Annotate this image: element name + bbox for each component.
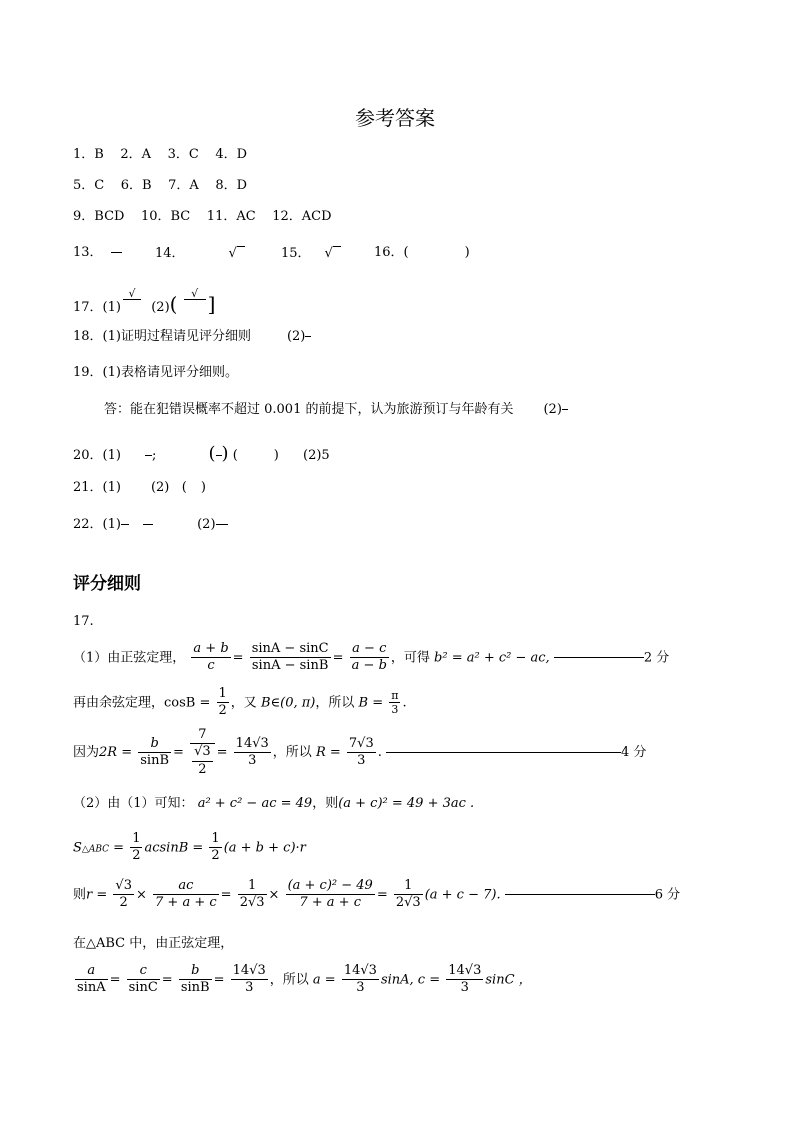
fraction-bar: [111, 252, 122, 253]
answer-14: 14． √: [155, 246, 245, 261]
page-title: 参考答案: [355, 106, 435, 130]
step-3-line: 因为2R = $\frac{b}{\sin B}$ = $\frac{7}{\frac{√3}{2}}$ = $\frac{14√3}{3}$ ，所以 R = $\frac{7√3}{3}$ . 4 分: [73, 727, 647, 777]
answer-6: 6．B: [120, 178, 152, 193]
answer-8: 8．D: [215, 178, 248, 193]
answer-1: 1．B: [73, 147, 104, 162]
answer-10: 10．BC: [140, 209, 191, 224]
sqrt-symbol: √: [228, 246, 237, 261]
step-1-line: （1）由正弦定理， $\frac{a + b}{c}$ = $\frac{\sin A - \sin C}{\sin A - \sin B}$ = $\frac{a - c}{a - b}$ ，可得 b² = a² + c² − ac, 2 分: [73, 641, 670, 674]
problem-number: 17.: [73, 614, 94, 629]
answer-15: 15． √: [281, 246, 341, 261]
score-4: 4 分: [621, 744, 647, 760]
answer-4: 4．D: [215, 147, 248, 162]
step-8-line: $\frac{a}{\sin A}$ = $\frac{c}{\sin C}$ = $\frac{b}{\sin B}$ = $\frac{14√3}{3}$ ，所以 a = $\frac{14√3}{3}$ sinA, c = $\frac{14√3}{3}$ sinC ，: [77, 963, 532, 996]
answer-20: 20．(1) ; ( ) ( ) (2)5: [73, 443, 330, 464]
answer-12: 12．ACD: [272, 209, 332, 224]
answer-18: 18．(1)证明过程请见评分细则 (2): [73, 330, 311, 343]
answer-3: 3．C: [167, 147, 199, 162]
step-5-line: S△ABC = $\frac{1}{2}$ acsinB = $\frac{1}{2}$ (a + b + c)·r: [73, 831, 306, 864]
answer-11: 11．AC: [206, 209, 256, 224]
answer-7: 7．A: [168, 178, 199, 193]
answer-9: 9．BCD: [73, 209, 125, 224]
answer-13: 13．: [73, 246, 122, 259]
section-heading: 评分细则: [73, 574, 141, 594]
answers-row-2: [73, 179, 247, 192]
answers-row-3: [73, 210, 332, 223]
score-6: 6 分: [654, 887, 681, 903]
answer-2: 2．A: [120, 147, 152, 162]
answer-17: 17．(1) √ (2)( √ ]: [73, 287, 216, 316]
step-4-line: （2）由（1）可知： a² + c² − ac = 49，则(a + c)² = 49 + 3ac .: [73, 796, 475, 811]
answer-19-part1: 19．(1)表格请见评分细则。: [73, 365, 238, 380]
step-2-line: 再由余弦定理，cosB = $\frac{1}{2}$ ，又 B∈(0, π)，所以 B = $\frac{\pi}{3}$ .: [73, 686, 407, 719]
answer-19-part2: 答：能在犯错误概率不超过 0.001 的前提下，认为旅游预订与年龄有关 (2): [104, 403, 568, 416]
step-6-line: 则r = $\frac{√3}{2}$ × $\frac{ac}{7 + a + c}$ = $\frac{1}{2√3}$ × $\frac{\text{(a + c)² − 49}}{7 + a + c}$ = $\frac{1}{2√3}$ (a + c − 7). 6 分: [73, 878, 681, 911]
answer-21: 21．(1) (2) ( ): [73, 480, 206, 495]
score-2: 2 分: [643, 650, 670, 666]
step-7-line: 在△ABC 中，由正弦定理，: [73, 936, 234, 951]
answers-row-1: [73, 148, 247, 161]
answer-5: 5．C: [73, 178, 105, 193]
answer-16: 16．( ): [374, 245, 470, 260]
sqrt-symbol: √: [324, 246, 333, 261]
answer-22: 22．(1) (2): [73, 518, 228, 531]
